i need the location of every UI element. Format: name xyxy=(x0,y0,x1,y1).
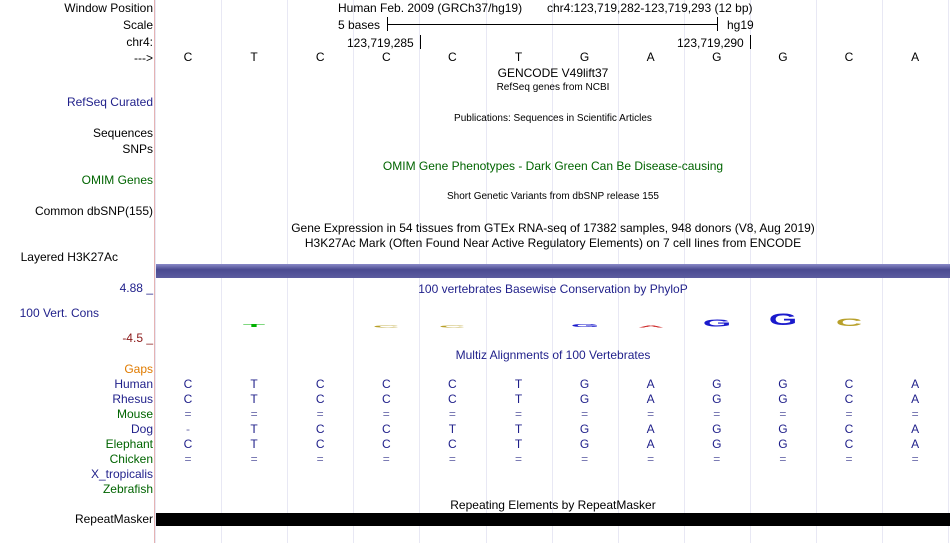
alignment-base: - xyxy=(186,422,190,436)
base-letter: C xyxy=(381,50,391,64)
alignment-base: = xyxy=(911,407,919,421)
alignment-base: A xyxy=(646,392,655,406)
alignment-base: A xyxy=(911,437,920,451)
species-label[interactable]: Elephant xyxy=(105,437,153,451)
alignment-base: G xyxy=(579,377,590,391)
species-label[interactable]: Chicken xyxy=(109,452,153,466)
base-letter: G xyxy=(579,50,590,64)
snps-label[interactable]: SNPs xyxy=(122,142,153,156)
dbsnp-track-title[interactable]: Short Genetic Variants from dbSNP release 155 xyxy=(447,191,659,202)
alignment-base: C xyxy=(315,437,325,451)
position-left-tick xyxy=(420,35,421,49)
alignment-base: T xyxy=(514,377,523,391)
alignment-base: T xyxy=(514,392,523,406)
alignment-base: T xyxy=(250,422,258,436)
alignment-base: C xyxy=(381,377,391,391)
alignment-base: = xyxy=(382,452,390,466)
alignment-base: G xyxy=(579,437,590,451)
window-position-label[interactable]: Window Position xyxy=(64,1,153,15)
species-label[interactable]: X_tropicalis xyxy=(90,467,153,481)
cons-min-label: -4.5 _ xyxy=(122,331,153,345)
tracks-panel[interactable] xyxy=(156,0,950,543)
assembly-text: Human Feb. 2009 (GRCh37/hg19) xyxy=(338,1,523,15)
alignment-base: G xyxy=(712,392,722,406)
gaps-label[interactable]: Gaps xyxy=(124,362,153,376)
alignment-base: T xyxy=(250,392,258,406)
alignment-base: = xyxy=(250,452,258,466)
scale-bar-right-tick xyxy=(717,17,718,31)
alignment-base: C xyxy=(183,392,193,406)
species-label[interactable]: Human xyxy=(114,377,153,391)
base-letter: A xyxy=(911,50,920,64)
scale-bar xyxy=(387,24,718,25)
alignment-base: = xyxy=(316,407,324,421)
alignment-base: T xyxy=(448,422,457,436)
scale-label[interactable]: Scale xyxy=(122,18,153,32)
alignment-base: C xyxy=(844,392,854,406)
alignment-base: C xyxy=(315,392,325,406)
alignment-base: C xyxy=(844,437,854,451)
repeatmasker-bar[interactable] xyxy=(156,513,950,526)
scale-text: 5 bases xyxy=(338,18,381,32)
alignment-base: T xyxy=(250,437,258,451)
alignment-base: C xyxy=(381,392,391,406)
base-letter: C xyxy=(448,50,457,64)
alignment-base: C xyxy=(315,422,325,436)
alignment-base: = xyxy=(514,407,522,421)
alignment-base: = xyxy=(911,452,919,466)
alignment-base: C xyxy=(844,422,854,436)
alignment-base: = xyxy=(713,407,721,421)
base-letter: G xyxy=(712,50,722,64)
species-label[interactable]: Dog xyxy=(130,422,153,436)
alignment-base: = xyxy=(184,407,192,421)
alignment-base: = xyxy=(581,452,589,466)
conservation-logo-letter: C xyxy=(439,325,466,329)
conservation-logo-letter: T xyxy=(242,323,266,329)
alignment-base: C xyxy=(315,377,325,391)
alignment-base: A xyxy=(646,422,655,436)
omim-track-title[interactable]: OMIM Gene Phenotypes - Dark Green Can Be Disease-causing xyxy=(382,159,724,173)
conservation-logo-letter: A xyxy=(637,325,664,329)
repeatmasker-label[interactable]: RepeatMasker xyxy=(74,512,153,526)
alignment-base: = xyxy=(316,452,324,466)
omim-genes-label[interactable]: OMIM Genes xyxy=(81,173,153,187)
position-right-tick xyxy=(750,35,751,49)
alignment-base: C xyxy=(844,377,854,391)
alignment-base: = xyxy=(514,452,522,466)
cons-max-label: 4.88 _ xyxy=(119,281,153,295)
h3k27ac-bar[interactable] xyxy=(156,264,950,278)
alignment-base: = xyxy=(647,407,655,421)
alignment-base: = xyxy=(382,407,390,421)
alignment-base: G xyxy=(712,422,722,436)
h3k27ac-track-title[interactable]: H3K27Ac Mark (Often Found Near Active Regulatory Elements) on 7 cell lines from ENCODE xyxy=(304,236,802,250)
alignment-base: = xyxy=(845,452,853,466)
alignment-base: G xyxy=(712,437,722,451)
alignment-base: G xyxy=(579,392,590,406)
multiz-track-title[interactable]: Multiz Alignments of 100 Vertebrates xyxy=(455,348,651,362)
base-letter: A xyxy=(646,50,655,64)
conservation-logo-letter: G xyxy=(768,310,798,329)
alignment-base: = xyxy=(779,407,787,421)
conservation-logo-letter: G xyxy=(570,323,599,329)
conservation-logo-letter: G xyxy=(702,317,731,329)
alignment-base: T xyxy=(514,437,523,451)
alignment-base: = xyxy=(779,452,787,466)
alignment-base: = xyxy=(581,407,589,421)
repeatmasker-track-title[interactable]: Repeating Elements by RepeatMasker xyxy=(450,498,656,512)
conservation-logo-letter: C xyxy=(835,316,863,329)
common-dbsnp-label[interactable]: Common dbSNP(155) xyxy=(34,204,153,218)
alignment-base: T xyxy=(250,377,258,391)
position-right: 123,719,290 xyxy=(677,36,744,50)
publications-track-title[interactable]: Publications: Sequences in Scientific Articles xyxy=(454,113,652,124)
alignment-base: = xyxy=(250,407,258,421)
base-letter: T xyxy=(250,50,258,64)
base-letter: C xyxy=(315,50,325,64)
alignment-base: C xyxy=(448,437,457,451)
db-text: hg19 xyxy=(727,18,754,32)
alignment-base: A xyxy=(911,377,920,391)
alignment-base: G xyxy=(778,392,788,406)
alignment-base: A xyxy=(911,392,920,406)
alignment-base: G xyxy=(712,377,722,391)
alignment-base: C xyxy=(183,437,193,451)
sequences-label[interactable]: Sequences xyxy=(92,126,153,140)
base-letter: C xyxy=(183,50,193,64)
alignment-base: = xyxy=(448,452,456,466)
base-letter: G xyxy=(778,50,788,64)
alignment-base: = xyxy=(845,407,853,421)
position-left: 123,719,285 xyxy=(347,36,414,50)
coords-text: chr4:123,719,282-123,719,293 (12 bp) xyxy=(547,1,753,15)
species-label[interactable]: Zebrafish xyxy=(102,482,153,496)
conservation-logo-letter: C xyxy=(373,325,400,329)
track-labels-column xyxy=(0,0,153,543)
alignment-base: A xyxy=(646,437,655,451)
alignment-base: G xyxy=(778,437,788,451)
refseq-curated-label[interactable]: RefSeq Curated xyxy=(66,95,153,109)
vert-cons-label[interactable]: 100 Vert. Cons xyxy=(19,306,99,320)
alignment-base: C xyxy=(381,422,391,436)
alignment-base: = xyxy=(184,452,192,466)
alignment-base: G xyxy=(778,377,788,391)
species-label[interactable]: Rhesus xyxy=(112,392,153,406)
alignment-base: G xyxy=(579,422,590,436)
species-label[interactable]: Mouse xyxy=(116,407,153,421)
alignment-base: C xyxy=(448,377,457,391)
alignment-base: = xyxy=(647,452,655,466)
alignment-base: G xyxy=(778,422,788,436)
alignment-base: A xyxy=(911,422,920,436)
gencode-track-title[interactable]: GENCODE V49lift37 xyxy=(497,66,609,80)
alignment-base: T xyxy=(514,422,523,436)
alignment-base: = xyxy=(713,452,721,466)
base-letter: T xyxy=(514,50,523,64)
strand-label[interactable]: ---> xyxy=(134,51,153,65)
alignment-base: C xyxy=(448,392,457,406)
alignment-base: C xyxy=(381,437,391,451)
gtex-track-title[interactable]: Gene Expression in 54 tissues from GTEx RNA-seq of 17382 samples, 948 donors (V8, Aug 2019) xyxy=(291,221,815,235)
base-letter: C xyxy=(844,50,854,64)
alignment-base: A xyxy=(646,377,655,391)
chrom-label[interactable]: chr4: xyxy=(126,35,153,49)
refseq-track-title[interactable]: RefSeq genes from NCBI xyxy=(496,82,610,93)
layered-h3k27ac-label[interactable]: Layered H3K27Ac xyxy=(20,250,118,264)
alignment-base: C xyxy=(183,377,193,391)
phylop-track-title[interactable]: 100 vertebrates Basewise Conservation by PhyloP xyxy=(418,282,688,296)
alignment-base: = xyxy=(448,407,456,421)
